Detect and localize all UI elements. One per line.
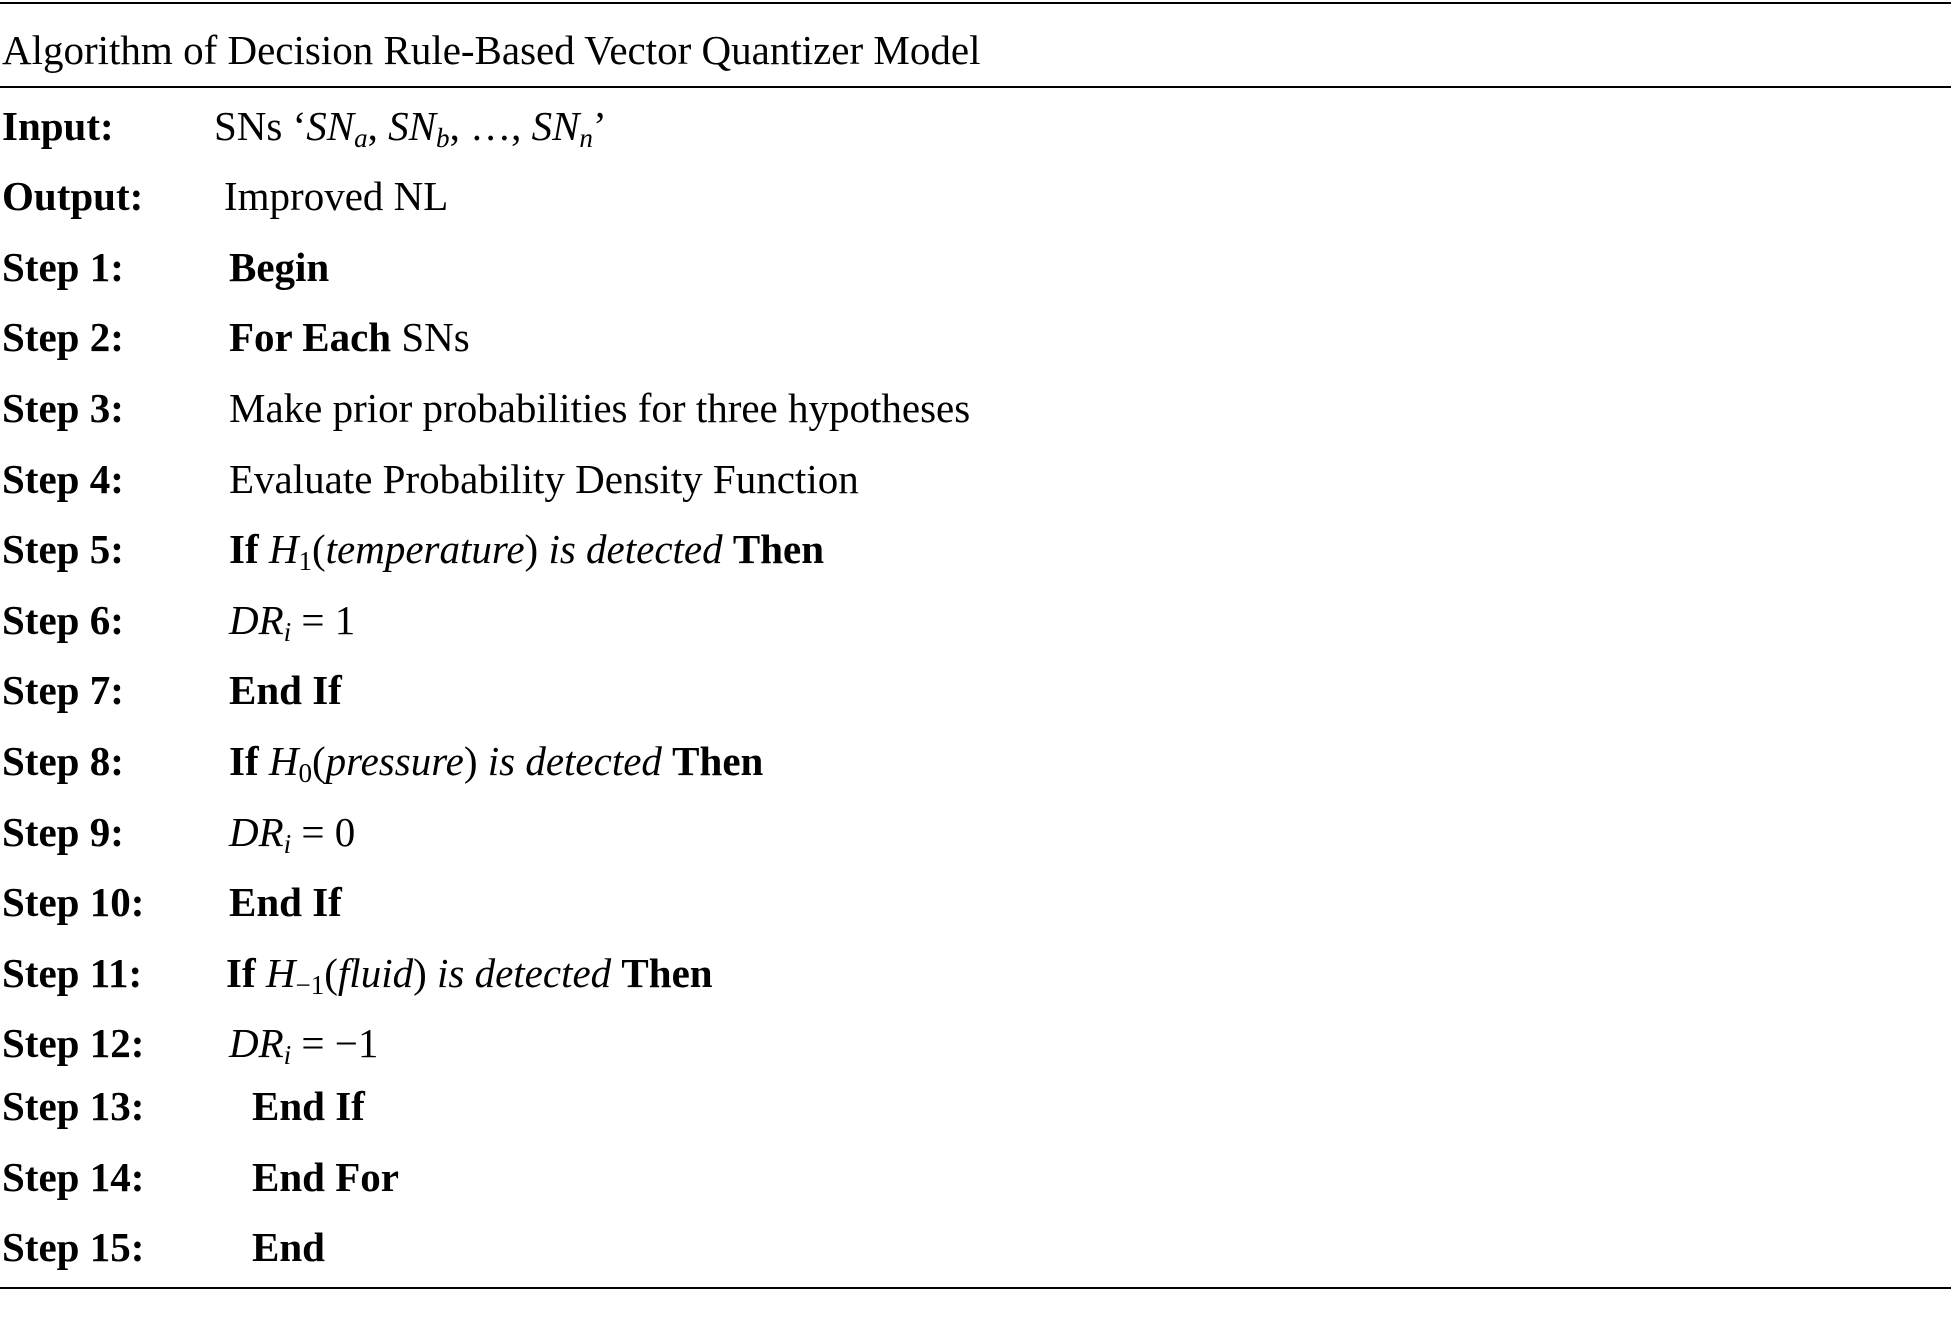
step-content: Evaluate Probability Density Function	[229, 456, 859, 502]
step-content: End	[252, 1224, 325, 1270]
input-label: Input:	[2, 103, 114, 149]
output-content: Improved NL	[224, 173, 449, 219]
step-label: Step 10:	[2, 879, 145, 925]
step-content: End For	[252, 1154, 399, 1200]
step-label: Step 12:	[2, 1020, 145, 1066]
algorithm-caption: Algorithm of Decision Rule-Based Vector Quantizer Model	[2, 27, 981, 73]
step-content: End If	[252, 1083, 365, 1129]
output-label: Output:	[2, 173, 144, 219]
step-label: Step 9:	[2, 809, 124, 855]
step-label: Step 14:	[2, 1154, 145, 1200]
table-header-rule	[0, 86, 1951, 88]
step-content: End If	[229, 879, 342, 925]
step-content: End If	[229, 667, 342, 713]
step-label: Step 11:	[2, 950, 143, 996]
step-label: Step 8:	[2, 738, 124, 784]
step-label: Step 5:	[2, 526, 124, 572]
step-label: Step 4:	[2, 456, 124, 502]
step-content: For Each SNs	[229, 314, 470, 360]
step-content: Make prior probabilities for three hypotheses	[229, 385, 971, 431]
step-label: Step 15:	[2, 1224, 145, 1270]
step-label: Step 13:	[2, 1083, 145, 1129]
step-content: $DR_i = 0$	[229, 809, 356, 859]
table-top-rule	[0, 2, 1951, 4]
step-label: Step 7:	[2, 667, 124, 713]
step-content: Begin	[229, 244, 330, 290]
step-content: $DR_i = 1$	[229, 597, 356, 647]
input-content: SNs ‘$SN_a$, $SN_b$, …, $SN_n$’	[214, 103, 607, 153]
step-label: Step 6:	[2, 597, 124, 643]
step-label: Step 2:	[2, 314, 124, 360]
step-content: If $H_0(pressure)$ is detected Then	[229, 738, 764, 788]
step-label: Step 3:	[2, 385, 124, 431]
step-content: If $H_1(temperature)$ is detected Then	[229, 526, 825, 576]
table-bottom-rule	[0, 1287, 1951, 1289]
step-content: $DR_i = -1$	[229, 1020, 379, 1070]
step-content: If $H_{-1}(fluid)$ is detected Then	[226, 950, 713, 1000]
step-label: Step 1:	[2, 244, 124, 290]
